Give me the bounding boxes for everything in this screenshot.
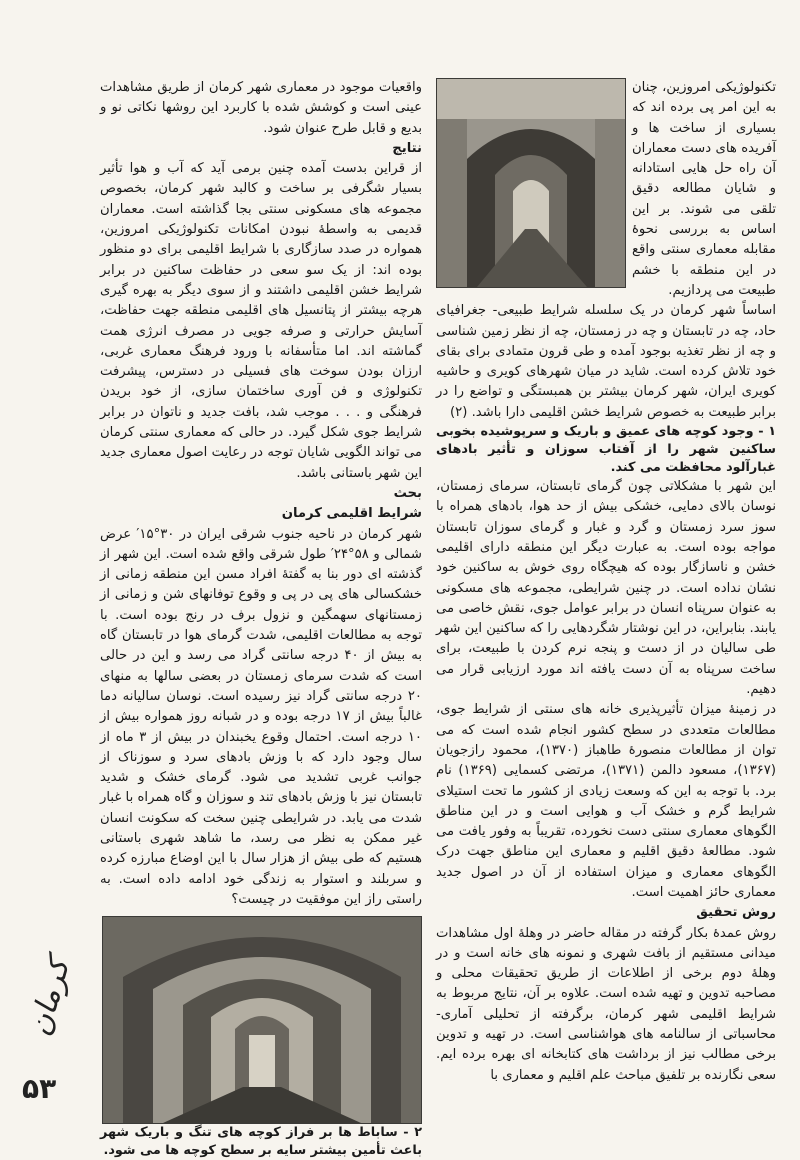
photo-covered-alley — [436, 78, 626, 288]
page-number: ۵۳ — [22, 1072, 57, 1105]
heading-discussion: بحث — [393, 485, 422, 501]
heading-climate: شرایط اقلیمی کرمان — [281, 506, 422, 522]
alley-photo-graphic — [437, 79, 625, 287]
left-paragraph-3: شهر کرمان در ناحیه جنوب شرقی ایران در ۳۰°۱۵′ عرض شمالی و ۵۸°۲۴′ طول شرقی واقع شده است. این شهر از گذشته ای دور بنا به گفتهٔ افراد مسن این منطقه زمانی از خشکسالی های پی در پی و وقوع توفانهای شن و زمانی از زمستانهای سهمگین و نزول برف در رنج بوده است. با توجه به مطالعات اقلیمی، شدت گرمای هوا در تابستان گاه به بیش از ۴۰ درجه سانتی گراد می رسد و این در حالی است که شدت سرمای زمستان در بعضی سالها به منهای ۲۰ درجه سانتی گراد نیز رسیده است. نوسان سالیانه دما غالباً بیش از ۱۷ درجه بوده و در شبانه روز همواره بیش از ۱۰ درجه است. احتمال وقوع یخبندان در بیش از ۳ ماه از سال وجود دارد که با وزش بادهای سرد و سوزناک از جوانب غربی تشدید می شود. گرمای خشک و شدید تابستان نیز با وزش بادهای تند و سوزان و گاه همراه با غبار شدت می یابد. در شرایطی چنین سخت که سکونت انسان غیر ممکن به نظر می رسد، ما شاهد شهری باستانی هستیم که طی بیش از هزار سال با این اوضاع مبارزه کرده و سربلند و استوار به زندگی خود ادامه داده است. به راستی راز این موفقیت در چیست؟ — [100, 526, 423, 907]
heading-results: نتایج — [392, 140, 422, 156]
photo-sabat-arches — [102, 916, 422, 1124]
figure-1-caption: ۱ - وجود کوچه های عمیق و باریک و سرپوشیده بخوبی ساکنین شهر را از آفتاب سوزان و تأثیر بادهای غبارآلود محافظت می کند. — [436, 424, 776, 476]
figure-2-caption: ۲ - ساباط ها بر فراز کوچه های تنگ و باریک شهر باعث تأمین بیشتر سایه بر سطح کوچه ها می شود. — [100, 1125, 422, 1159]
arches-photo-graphic — [103, 917, 421, 1123]
right-paragraph-5: روش عمدهٔ بکار گرفته در مقاله حاضر در وهلهٔ اول مشاهدات میدانی مستقیم از بافت شهری و نمونه های خانه است و در وهلهٔ دوم برخی از اطلاعات از طریق تحقیقات محلی و مصاحبه تدوین و تهیه شده است. علاوه بر آن، نتایج مربوط به شرایط اقلیمی شهر کرمان، برگرفته از تحلیلی آماری- محاسباتی از سالنامه های هواشناسی است. در تهیه و تدوین برخی مطالب نیز از برداشت های کتابخانه ای بهره برده ایم. سعی نگارنده بر تلفیق مباحث علم اقلیم و معماری با — [436, 925, 776, 1083]
left-paragraph-2: از قراین بدست آمده چنین برمی آید که آب و هوا تأثیر بسیار شگرفی بر ساخت و کالبد شهر کرمان، بخصوص مجموعه های مسکونی سنتی بجا گذاشته است. معماران قدیمی به واسطهٔ نبودن امکانات تکنولوژیکی امروزین، همواره در صدد سازگاری با شرایط اقلیمی برای دو منظور بوده اند: از یک سو سعی در حفاظت ساکنین در برابر شرایط خشن اقلیمی داشتند و از سوی دیگر به بهره گیری هرچه بیشتر از پتانسیل های اقلیمی منطقه جهت حفاظت، آسایش حرارتی و صرفه جویی در مصرف انرژی همت گماشته اند. اما متأسفانه با ورود فرهنگ معماری غربی، ارزان بودن سوخت های فسیلی در دسترس، پیشرفت تکنولوژی و فن آوری ساختمان سازی، از خود بریدن فرهنگی و . . . موجب شد، بافت جدید و ناتوان در برابر شرایط جوی شکل گیرد. در حالی که معماری سنتی کرمان می تواند الگویی شایان توجه در رعایت اصول معماری جدید این شهر باستانی باشد. — [100, 161, 422, 481]
magazine-brand: کرمان — [22, 954, 78, 1040]
left-column — [100, 78, 422, 1160]
right-column — [436, 78, 776, 1086]
right-paragraph-2-text: اساساً شهر کرمان در یک سلسله شرایط طبیعی- جغرافیای حاد، چه در تابستان و چه در زمستان، چه از نظر زمین شناسی و چه از نظر تغذیه بوجود آمده و طی قرون متمادی برای بقای خود تلاش کرده است. شاید در میان شهرهای کویری و حاشیه کویری ایران، شهر کرمان بیشتر بن همبستگی و تواضع را در برابر طبیعت به خصوص شرایط خشن اقلیمی دارا باشد. — [436, 303, 776, 420]
footnote-ref-2: (۲) — [449, 404, 468, 420]
right-paragraph-3: این شهر با مشکلاتی چون گرمای تابستان، سرمای زمستان، نوسان بالای دمایی، خشکی بیش از حد هوا، بادهای همراه با سوز سرد زمستان و گرد و غبار و گرمای سوزان تابستان مواجه بوده است. به عبارت دیگر این منطقه دارای اقلیمی خشن و ناسازگار بوده که هیچگاه روی خوش به ساکنین خود نشان نداده است. در چنین شرایطی، مجموعه های مسکونی به عنوان سرپناه انسان در برابر عوامل جوی، نقش خاصی می یابند. بنابراین، در این نوشتار شگردهایی را که ساکنین این شهر طی سالیان در از دست و پنجه نرم کردن با طبیعت، برای ساخت سرپناه به آن دست یافته اند مورد ارزیابی قرار می دهیم. — [436, 479, 776, 698]
right-paragraph-4: در زمینهٔ میزان تأثیرپذیری خانه های سنتی از شرایط جوی، مطالعات متعددی در سطح کشور انجام شده است که می توان از مطالعات منصورهٔ طاهباز (۱۳۷۰)، محمود رازجویان (۱۳۶۷)، مسعود دالمن (۱۳۷۱)، مرتضی کسمایی (۱۳۶۹) نام برد. با توجه به این که وسعت زیادی از کشور ما تحت استیلای شرایط گرم و خشک آب و هوایی است و در این مناطق الگوهای معماری سنتی دست نخورده، تقریباً به وفور یافت می شود. مطالعهٔ دقیق اقلیم و معماری این مناطق جهت درک الگوهای معماری و میزان استفاده از آن در اصول جدید معماری حائز اهمیت است. — [436, 702, 776, 900]
right-paragraph-1: تکنولوژیکی امروزین، چنان به این امر پی برده اند که بسیاری از ساخت ها و آفریده های دست معماران آن راه حل هایی استادانه و شایان مطالعه دقیق تلقی می شوند. بر این اساس به بررسی نحوهٔ مقابله معماری سنتی واقع در این منطقه با خشم طبیعت می پردازیم. — [632, 80, 776, 298]
left-paragraph-1: واقعیات موجود در معماری شهر کرمان از طریق مشاهدات عینی است و کوشش شده با کاربرد این روشها نکاتی نو و بدیع و قابل طرح عنوان شود. — [100, 80, 422, 136]
right-paragraph-2 — [436, 301, 776, 423]
heading-research-method: روش تحقیق — [696, 905, 776, 921]
